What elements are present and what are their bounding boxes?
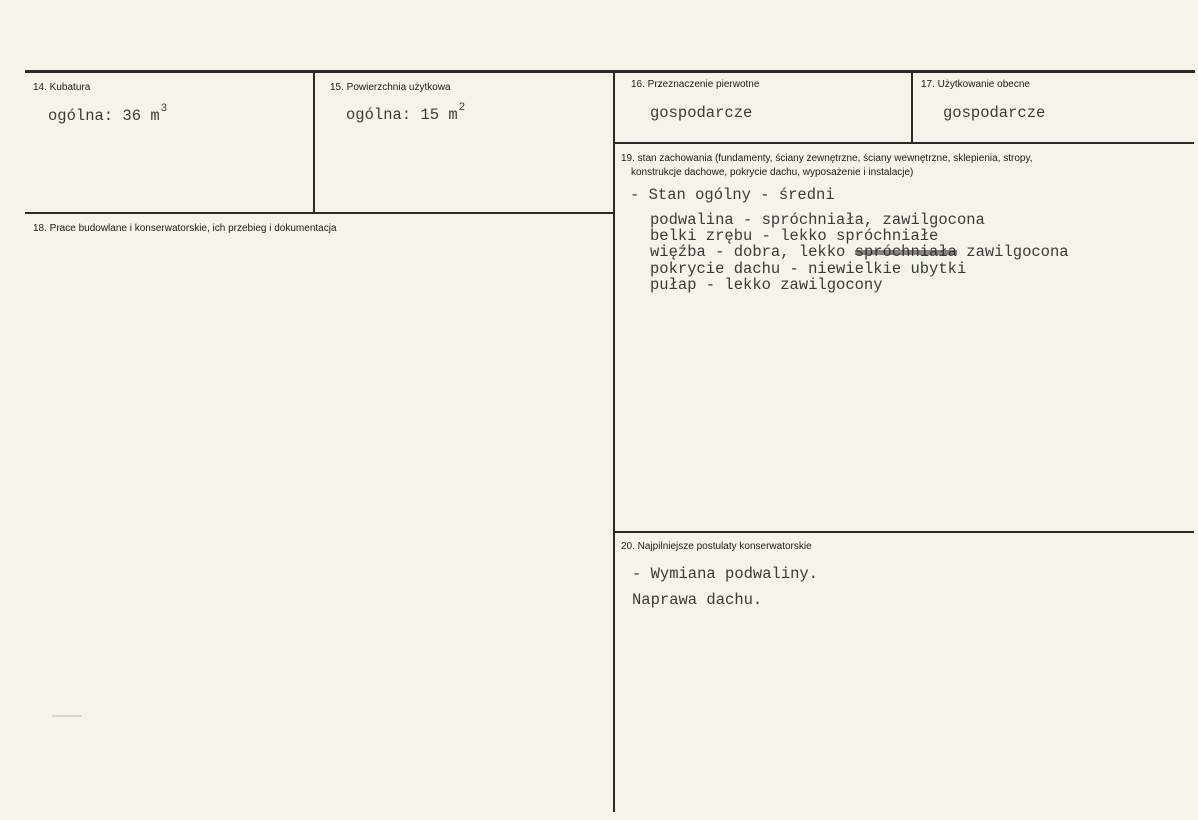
divider-16-17: [911, 72, 913, 142]
field-19-label-line1: 19. stan zachowania (fundamenty, ściany zewnętrzne, ściany wewnętrzne, sklepienia, stropy,: [621, 153, 1033, 164]
field-17-value: gospodarcze: [943, 104, 1046, 122]
field-14-value-text: ogólna: 36 m: [48, 107, 160, 125]
faint-mark: [52, 715, 82, 717]
field-15-value: [346, 102, 466, 126]
top-border: [25, 70, 1195, 73]
divider-row1-row19: [614, 142, 1194, 144]
condition-line: podwalina - spróchniała, zawilgocona: [650, 211, 985, 229]
postulate-line: Naprawa dachu.: [632, 591, 763, 609]
field-15-label: 15. Powierzchnia użytkowa: [330, 82, 451, 93]
condition-general: - Stan ogólny - średni: [630, 186, 835, 204]
condition-line: pułap - lekko zawilgocony: [650, 276, 883, 294]
divider-19-20: [614, 531, 1194, 533]
condition-line-struck: [650, 244, 1069, 261]
field-17-label: 17. Użytkowanie obecne: [921, 79, 1030, 90]
divider-14-15: [313, 72, 315, 214]
field-15-value-text: ogólna: 15 m: [346, 106, 458, 124]
condition-line: belki zrębu - lekko spróchniałe: [650, 227, 939, 245]
field-20-label: 20. Najpilniejsze postulaty konserwatorskie: [621, 541, 812, 552]
condition-line-after: zawilgocona: [956, 243, 1069, 261]
divider-row1-row18: [25, 212, 614, 214]
struck-word: spróchniała: [854, 243, 957, 261]
field-16-value: gospodarcze: [650, 104, 753, 122]
field-14-value-exponent: 3: [160, 103, 168, 115]
field-14-value: [48, 103, 168, 127]
field-18-label: 18. Prace budowlane i konserwatorskie, ich przebieg i dokumentacja: [33, 223, 337, 234]
condition-line: pokrycie dachu - niewielkie ubytki: [650, 260, 967, 278]
main-vertical-divider: [613, 72, 615, 812]
field-19-label-line2: konstrukcje dachowe, pokrycie dachu, wyposażenie i instalacje): [631, 167, 914, 178]
condition-line-before: więźba - dobra, lekko: [650, 243, 855, 261]
field-14-label: 14. Kubatura: [33, 82, 91, 93]
field-15-value-exponent: 2: [458, 102, 466, 114]
postulate-line: - Wymiana podwaliny.: [632, 565, 819, 583]
field-16-label: 16. Przeznaczenie pierwotne: [631, 79, 760, 90]
